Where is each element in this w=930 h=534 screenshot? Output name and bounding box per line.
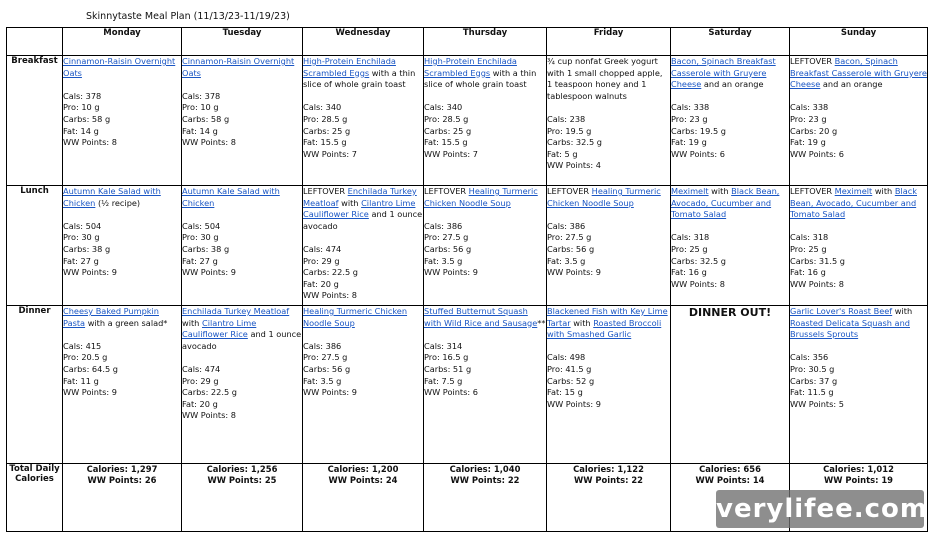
nutrition-info (63, 341, 181, 399)
nutrition-line: Fat: 19 g (671, 137, 707, 148)
nutrition-line: WW Points: 7 (424, 148, 478, 159)
nutrition-line: Carbs: 38 g (63, 243, 111, 254)
recipe-link[interactable]: Stuffed Butternut Squash with Wild Rice and Sausage (424, 306, 538, 328)
nutrition-line: Cals: 378 (182, 90, 221, 101)
nutrition-line: Carbs: 51 g (424, 363, 472, 374)
nutrition-line: WW Points: 4 (547, 160, 601, 171)
recipe-link[interactable]: Garlic Lover's Roast Beef (790, 306, 893, 316)
meal-description (547, 306, 670, 341)
nutrition-line: WW Points: 7 (303, 148, 357, 159)
nutrition-line: Pro: 27.5 g (547, 232, 592, 243)
meal-cell (303, 186, 424, 306)
nutrition-info (547, 352, 670, 410)
nutrition-line: WW Points: 9 (63, 387, 117, 398)
nutrition-info (63, 91, 181, 149)
nutrition-line: Fat: 3.5 g (424, 255, 463, 266)
nutrition-line: Pro: 19.5 g (547, 125, 592, 136)
recipe-link[interactable]: Bacon, Spinach Breakfast Casserole with Gruyere Cheese (671, 56, 776, 90)
nutrition-line: Cals: 386 (547, 220, 586, 231)
nutrition-line: Fat: 14 g (182, 125, 218, 136)
meal-text: LEFTOVER (790, 186, 835, 196)
recipe-link[interactable]: High-Protein Enchilada Scrambled Eggs (424, 56, 517, 78)
meal-text: with (708, 186, 732, 196)
total-ww-points: WW Points: 14 (695, 475, 765, 485)
total-calories: Calories: 1,122 (573, 464, 644, 474)
nutrition-line: Fat: 14 g (63, 125, 99, 136)
meal-cell (182, 56, 303, 186)
total-ww-points: WW Points: 22 (573, 475, 644, 485)
nutrition-line: Pro: 30 g (182, 232, 219, 243)
meal-text: with a thin slice of whole grain toast (303, 67, 416, 90)
nutrition-line: Cals: 504 (63, 220, 102, 231)
nutrition-line: Cals: 356 (790, 352, 829, 363)
total-ww-points: WW Points: 19 (823, 475, 894, 485)
dinner-out-label: DINNER OUT! (688, 306, 772, 319)
nutrition-line: WW Points: 9 (547, 267, 601, 278)
nutrition-line: Carbs: 22.5 g (182, 387, 237, 398)
meal-cell (424, 306, 547, 464)
nutrition-line: Fat: 11 g (63, 375, 99, 386)
row-label-breakfast: Breakfast (7, 56, 63, 186)
meal-text: and 1 ounce avocado (303, 209, 423, 231)
nutrition-info (182, 221, 302, 279)
meal-text: ** (537, 317, 546, 328)
meal-description (303, 56, 423, 91)
meal-text: LEFTOVER (424, 186, 469, 196)
day-header: Tuesday (182, 28, 303, 56)
day-header: Monday (63, 28, 182, 56)
total-ww-points: WW Points: 26 (87, 475, 157, 485)
nutrition-line: Carbs: 20 g (790, 125, 838, 136)
meal-description (182, 186, 302, 209)
total-calories: Calories: 1,256 (206, 464, 278, 474)
meal-cell (63, 186, 182, 306)
meal-description (63, 306, 181, 329)
nutrition-line: WW Points: 5 (790, 398, 844, 409)
total-cell (424, 464, 547, 532)
nutrition-info (547, 221, 670, 279)
nutrition-line: Pro: 29 g (303, 255, 340, 266)
nutrition-line: Fat: 5 g (547, 148, 578, 159)
nutrition-line: Pro: 28.5 g (303, 113, 348, 124)
recipe-link[interactable]: Roasted Delicata Squash and Brussels Sprouts (790, 317, 910, 340)
nutrition-line: WW Points: 8 (182, 410, 236, 421)
nutrition-info (303, 102, 423, 160)
nutrition-line: Cals: 474 (182, 363, 221, 374)
nutrition-line: Fat: 16 g (790, 267, 826, 278)
meal-text: with (892, 306, 913, 316)
recipe-link[interactable]: Roasted Broccoli with Smashed Garlic (547, 317, 662, 340)
nutrition-line: Carbs: 31.5 g (790, 255, 845, 266)
day-header: Wednesday (303, 28, 424, 56)
nutrition-line: Fat: 7.5 g (424, 375, 463, 386)
total-calories: Calories: 1,012 (823, 464, 894, 474)
meal-text: and 1 ounce avocado (182, 329, 302, 351)
nutrition-line: Carbs: 25 g (424, 125, 472, 136)
meal-text: with (570, 317, 594, 328)
header-row (7, 28, 928, 56)
recipe-link[interactable]: Cinnamon-Raisin Overnight Oats (63, 56, 176, 78)
meal-cell (424, 186, 547, 306)
nutrition-info (671, 232, 789, 290)
nutrition-line: Cals: 340 (424, 102, 463, 113)
meal-description (63, 186, 181, 209)
nutrition-info (547, 114, 670, 172)
meal-description (790, 186, 927, 221)
nutrition-line: Pro: 30.5 g (790, 363, 835, 374)
nutrition-line: Carbs: 58 g (182, 113, 230, 124)
nutrition-line: Carbs: 37 g (790, 375, 838, 386)
recipe-link[interactable]: Meximelt (834, 186, 873, 196)
recipe-link[interactable]: High-Protein Enchilada Scrambled Eggs (303, 56, 396, 78)
recipe-link[interactable]: Healing Turmeric Chicken Noodle Soup (303, 306, 408, 328)
recipe-link[interactable]: Cheesy Baked Pumpkin Pasta (63, 306, 159, 328)
meal-cell (671, 186, 790, 306)
recipe-link[interactable]: Meximelt (671, 186, 709, 196)
nutrition-line: WW Points: 9 (424, 267, 478, 278)
nutrition-line: Fat: 3.5 g (547, 255, 586, 266)
nutrition-line: Pro: 23 g (671, 113, 708, 124)
nutrition-line: Carbs: 22.5 g (303, 267, 358, 278)
meal-cell (547, 186, 671, 306)
meal-description (303, 306, 423, 329)
nutrition-line: Pro: 23 g (790, 113, 827, 124)
nutrition-line: Cals: 415 (63, 340, 102, 351)
nutrition-line: WW Points: 9 (303, 387, 357, 398)
nutrition-info (182, 364, 302, 422)
nutrition-info (424, 102, 546, 160)
breakfast-row (7, 56, 928, 186)
nutrition-line: Cals: 378 (63, 90, 102, 101)
nutrition-line: Cals: 314 (424, 340, 463, 351)
meal-description (790, 306, 927, 341)
nutrition-info (671, 102, 789, 160)
nutrition-line: Fat: 15.5 g (303, 137, 347, 148)
nutrition-line: Fat: 16 g (671, 267, 707, 278)
nutrition-line: Cals: 340 (303, 102, 342, 113)
meal-text: with (182, 317, 202, 328)
meal-text: and an orange (820, 79, 883, 90)
meal-text: with a thin slice of whole grain toast (424, 67, 537, 90)
nutrition-line: Fat: 27 g (63, 255, 99, 266)
meal-cell (547, 56, 671, 186)
meal-text: LEFTOVER (303, 186, 348, 196)
meal-cell (182, 306, 303, 464)
nutrition-line: Pro: 10 g (63, 102, 100, 113)
recipe-link[interactable]: Cilantro Lime Cauliflower Rice (182, 317, 257, 340)
nutrition-info (790, 352, 927, 410)
nutrition-line: WW Points: 6 (671, 148, 725, 159)
day-header: Sunday (790, 28, 928, 56)
nutrition-line: WW Points: 6 (790, 148, 844, 159)
meal-description (182, 56, 302, 79)
meal-description (424, 306, 546, 329)
meal-description (424, 186, 546, 209)
nutrition-info (424, 221, 546, 279)
meal-text: with a green salad* (85, 317, 168, 328)
meal-cell (63, 306, 182, 464)
meal-cell (303, 56, 424, 186)
nutrition-line: Carbs: 56 g (547, 243, 595, 254)
total-calories: Calories: 1,200 (327, 464, 399, 474)
nutrition-line: Carbs: 56 g (303, 363, 351, 374)
nutrition-line: Cals: 338 (671, 102, 710, 113)
nutrition-info (63, 221, 181, 279)
nutrition-line: Carbs: 38 g (182, 243, 230, 254)
nutrition-line: Pro: 41.5 g (547, 363, 592, 374)
meal-cell (424, 56, 547, 186)
nutrition-line: Carbs: 52 g (547, 375, 595, 386)
nutrition-line: Pro: 25 g (671, 243, 708, 254)
nutrition-line: Carbs: 25 g (303, 125, 351, 136)
meal-description (303, 186, 423, 232)
nutrition-line: Cals: 238 (547, 113, 586, 124)
recipe-link[interactable]: Bacon, Spinach Breakfast Casserole with Gruyere Cheese (790, 56, 927, 90)
meal-description (424, 56, 546, 91)
meal-cell (182, 186, 303, 306)
meal-text: with (338, 197, 362, 208)
meal-description (671, 56, 789, 91)
recipe-link[interactable]: Black Bean, Avocado, Cucumber and Tomato Salad (671, 186, 780, 220)
meal-description (671, 186, 789, 221)
nutrition-line: Carbs: 58 g (63, 113, 111, 124)
day-header: Thursday (424, 28, 547, 56)
meal-text: and an orange (701, 79, 764, 90)
dinner-row (7, 306, 928, 464)
total-ww-points: WW Points: 24 (328, 475, 398, 485)
nutrition-line: Carbs: 32.5 g (671, 255, 726, 266)
nutrition-info (303, 341, 423, 399)
nutrition-line: Carbs: 32.5 g (547, 137, 602, 148)
nutrition-info (182, 91, 302, 149)
nutrition-line: Fat: 19 g (790, 137, 826, 148)
lunch-row (7, 186, 928, 306)
meal-cell (671, 306, 790, 464)
recipe-link[interactable]: Autumn Kale Salad with Chicken (182, 186, 280, 208)
nutrition-line: Pro: 16.5 g (424, 352, 469, 363)
total-cell (63, 464, 182, 532)
meal-text: (½ recipe) (95, 197, 141, 208)
day-header: Saturday (671, 28, 790, 56)
nutrition-line: WW Points: 8 (182, 137, 236, 148)
nutrition-line: Pro: 30 g (63, 232, 100, 243)
meal-cell (790, 186, 928, 306)
nutrition-line: Pro: 10 g (182, 102, 219, 113)
nutrition-line: Pro: 29 g (182, 375, 219, 386)
nutrition-line: Fat: 20 g (182, 398, 218, 409)
nutrition-line: Cals: 386 (424, 220, 463, 231)
nutrition-line: WW Points: 8 (63, 137, 117, 148)
nutrition-line: Cals: 386 (303, 340, 342, 351)
meal-description (790, 56, 927, 91)
nutrition-info (790, 102, 927, 160)
nutrition-line: Carbs: 19.5 g (671, 125, 726, 136)
meal-description (547, 186, 670, 209)
meal-description (547, 56, 670, 102)
meal-cell (790, 56, 928, 186)
watermark: verylifee.com (716, 490, 924, 528)
nutrition-line: WW Points: 6 (424, 387, 478, 398)
row-label-total: Total Daily Calories (7, 464, 63, 532)
nutrition-line: Cals: 318 (790, 232, 829, 243)
total-cell (303, 464, 424, 532)
meal-description (182, 306, 302, 352)
nutrition-line: Fat: 27 g (182, 255, 218, 266)
total-cell (547, 464, 671, 532)
nutrition-info (303, 244, 423, 302)
nutrition-line: Cals: 504 (182, 220, 221, 231)
row-label-dinner: Dinner (7, 306, 63, 464)
day-header: Friday (547, 28, 671, 56)
recipe-link[interactable]: Autumn Kale Salad with Chicken (63, 186, 161, 208)
nutrition-line: Cals: 338 (790, 102, 829, 113)
meal-cell (790, 306, 928, 464)
nutrition-line: Cals: 474 (303, 243, 342, 254)
nutrition-line: Fat: 3.5 g (303, 375, 342, 386)
meal-cell (547, 306, 671, 464)
nutrition-line: WW Points: 9 (547, 398, 601, 409)
nutrition-line: Pro: 25 g (790, 243, 827, 254)
meal-text: LEFTOVER (790, 56, 835, 66)
total-calories: Calories: 656 (699, 464, 761, 474)
meal-plan-table (6, 27, 928, 532)
nutrition-line: WW Points: 9 (63, 267, 117, 278)
nutrition-line: Cals: 318 (671, 232, 710, 243)
nutrition-line: Fat: 20 g (303, 278, 339, 289)
nutrition-info (790, 232, 927, 290)
recipe-link[interactable]: Cilantro Lime Cauliflower Rice (303, 197, 416, 220)
total-cell (182, 464, 303, 532)
meal-cell (303, 306, 424, 464)
nutrition-line: Pro: 28.5 g (424, 113, 469, 124)
meal-text: LEFTOVER (547, 186, 592, 196)
nutrition-line: WW Points: 8 (671, 278, 725, 289)
recipe-link[interactable]: Healing Turmeric Chicken Noodle Soup (424, 186, 538, 208)
total-ww-points: WW Points: 25 (207, 475, 277, 485)
corner-cell (7, 28, 63, 56)
nutrition-line: WW Points: 8 (303, 290, 357, 301)
nutrition-line: WW Points: 9 (182, 267, 236, 278)
nutrition-line: Pro: 27.5 g (424, 232, 469, 243)
nutrition-line: Fat: 15.5 g (424, 137, 468, 148)
meal-text: with (872, 186, 895, 196)
nutrition-line: Pro: 27.5 g (303, 352, 348, 363)
meal-cell (671, 56, 790, 186)
recipe-link[interactable]: Enchilada Turkey Meatloaf (182, 306, 290, 316)
nutrition-line: Fat: 11.5 g (790, 387, 834, 398)
nutrition-line: WW Points: 8 (790, 278, 844, 289)
page-title: Skinnytaste Meal Plan (11/13/23-11/19/23) (86, 11, 290, 22)
recipe-link[interactable]: Blackened Fish with Key Lime Tartar (547, 306, 668, 328)
recipe-link[interactable]: Healing Turmeric Chicken Noodle Soup (547, 186, 661, 208)
meal-text: ¾ cup nonfat Greek yogurt with 1 small chopped apple, 1 teaspoon honey and 1 tablespoon walnuts (547, 56, 663, 101)
total-ww-points: WW Points: 22 (450, 475, 520, 485)
nutrition-line: Fat: 15 g (547, 387, 583, 398)
nutrition-info (424, 341, 546, 399)
nutrition-line: Pro: 20.5 g (63, 352, 108, 363)
meal-description (63, 56, 181, 79)
nutrition-line: Carbs: 64.5 g (63, 363, 118, 374)
recipe-link[interactable]: Black Bean, Avocado, Cucumber and Tomato Salad (790, 186, 917, 220)
nutrition-line: Cals: 498 (547, 352, 586, 363)
recipe-link[interactable]: Enchilada Turkey Meatloaf (303, 186, 417, 208)
nutrition-line: Carbs: 56 g (424, 243, 472, 254)
total-calories: Calories: 1,040 (449, 464, 521, 474)
recipe-link[interactable]: Cinnamon-Raisin Overnight Oats (182, 56, 295, 78)
total-calories: Calories: 1,297 (86, 464, 158, 474)
row-label-lunch: Lunch (7, 186, 63, 306)
meal-cell (63, 56, 182, 186)
